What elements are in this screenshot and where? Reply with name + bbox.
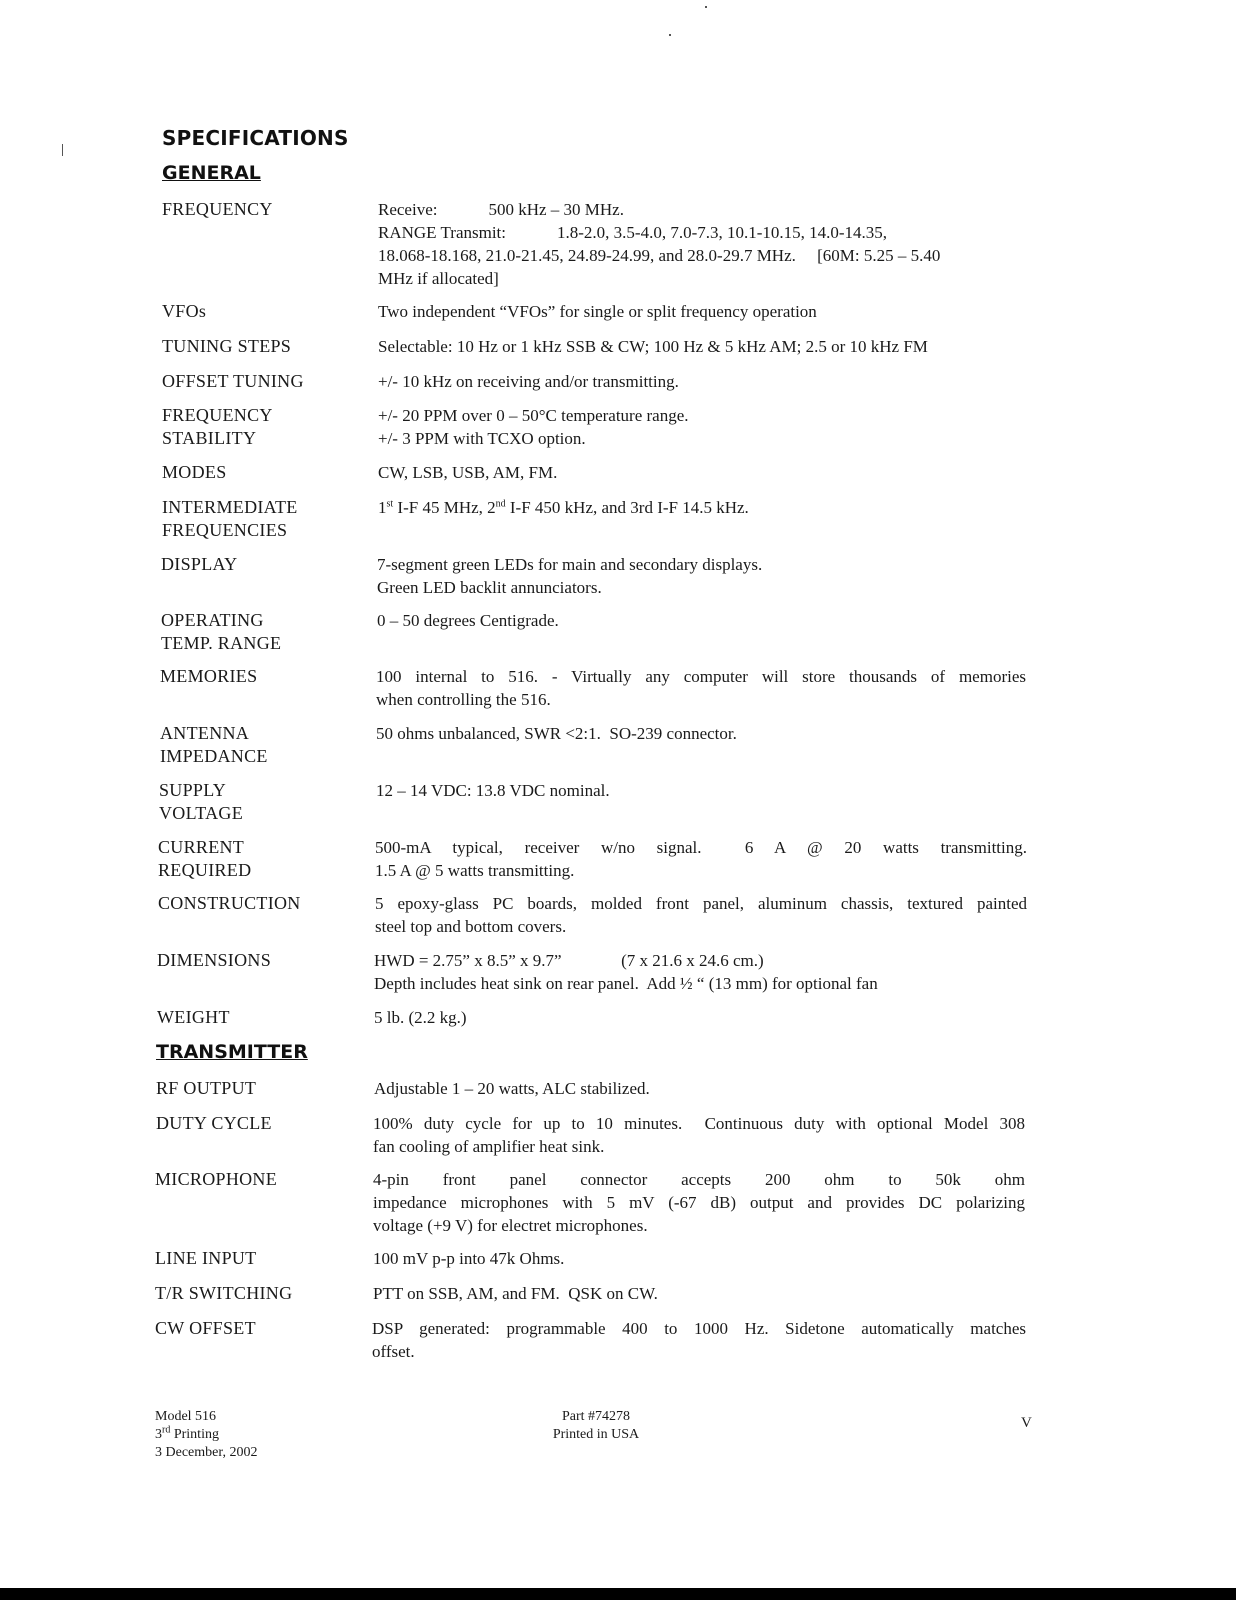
footer-printed: Printed in USA [552,1427,640,1442]
spec-label: MODES [162,462,227,482]
scan-mark [669,34,671,36]
section-heading-general: GENERAL [162,162,261,184]
spec-value-modes: CW, LSB, USB, AM, FM. [378,463,558,482]
page-title: SPECIFICATIONS [162,126,349,150]
spec-label: CW OFFSET [155,1318,256,1338]
spec-value-intermediate-frequencies: 1st I-F 45 MHz, 2nd I-F 450 kHz, and 3rd I-F 14.5 kHz. [378,498,749,517]
spec-label: CONSTRUCTION [158,893,301,913]
spec-value-construction: 5 epoxy-glass PC boards, molded front panel, aluminum chassis, textured painted steel top and bottom covers. [375,894,1027,936]
spec-label: DISPLAY [161,554,238,574]
spec-label: TUNING STEPS [162,336,292,356]
spec-label: OFFSET TUNING [162,371,304,391]
footer-part: Part #74278 [561,1409,631,1424]
spec-label: T/R SWITCHING [155,1283,293,1303]
scan-mark [62,144,63,156]
scan-border [0,1588,1236,1600]
spec-value-frequency-stability: +/- 20 PPM over 0 – 50°C temperature range. +/- 3 PPM with TCXO option. [378,406,689,448]
spec-value-rf-output: Adjustable 1 – 20 watts, ALC stabilized. [374,1079,650,1098]
spec-label: OPERATING TEMP. RANGE [161,610,282,653]
spec-value-supply-voltage: 12 – 14 VDC: 13.8 VDC nominal. [376,781,610,800]
spec-label: INTERMEDIATE FREQUENCIES [162,497,298,540]
spec-label: FREQUENCY [162,199,273,219]
footer-model: Model 516 [155,1409,217,1424]
spec-label: VFOs [162,301,207,321]
spec-label: WEIGHT [157,1007,230,1027]
footer-printing: 3rd Printing [155,1424,219,1442]
footer-center [546,1408,646,1444]
section-heading-transmitter: TRANSMITTER [156,1041,308,1063]
spec-label: MICROPHONE [155,1169,278,1189]
spec-label: SUPPLY VOLTAGE [159,780,243,823]
spec-value-operating-temp: 0 – 50 degrees Centigrade. [377,611,559,630]
spec-value-display: 7-segment green LEDs for main and secondary displays. Green LED backlit annunciators. [377,555,763,597]
spec-label: ANTENNA IMPEDANCE [160,723,268,766]
footer-date: 3 December, 2002 [155,1445,258,1460]
spec-value-frequency: Receive: 500 kHz – 30 MHz. RANGE Transmit: 1.8-2.0, 3.5-4.0, 7.0-7.3, 10.1-10.15, 14.0-14.35, 18.068-18.168, 21.0-21.45, 24.89-24.99, and 28.0-29.7 MHz. [60M: 5.25 – 5.40 MHz if allocated] [378,200,941,288]
spec-label: FREQUENCY STABILITY [162,405,273,448]
spec-value-tuning-steps: Selectable: 10 Hz or 1 kHz SSB & CW; 100 Hz & 5 kHz AM; 2.5 or 10 kHz FM [378,337,928,356]
spec-label: DUTY CYCLE [156,1113,272,1133]
spec-label: LINE INPUT [155,1248,257,1268]
spec-label: RF OUTPUT [156,1078,257,1098]
spec-value-weight: 5 lb. (2.2 kg.) [374,1008,467,1027]
spec-label: DIMENSIONS [157,950,272,970]
spec-value-microphone: 4-pin front panel connector accepts 200 ohm to 50k ohm impedance microphones with 5 mV (-67 dB) output and provides DC polarizing voltage (+9 V) for electret microphones. [373,1170,1025,1235]
spec-label: MEMORIES [160,666,258,686]
spec-value-dimensions: HWD = 2.75” x 8.5” x 9.7” (7 x 21.6 x 24.6 cm.) Depth includes heat sink on rear panel. Add ½ “ (13 mm) for optional fan [374,951,878,993]
spec-value-antenna-impedance: 50 ohms unbalanced, SWR <2:1. SO-239 connector. [376,724,737,743]
footer-left [155,1408,257,1462]
spec-value-cw-offset: DSP generated: programmable 400 to 1000 Hz. Sidetone automatically matches offset. [372,1319,1026,1361]
spec-value-vfos: Two independent “VFOs” for single or split frequency operation [378,302,817,321]
spec-value-offset-tuning: +/- 10 kHz on receiving and/or transmitting. [378,372,679,391]
spec-value-current-required: 500-mA typical, receiver w/no signal. 6 A @ 20 watts transmitting. 1.5 A @ 5 watts transmitting. [375,838,1027,880]
spec-value-memories: 100 internal to 516. - Virtually any computer will store thousands of memories when controlling the 516. [376,667,1026,709]
spec-label: CURRENT REQUIRED [158,837,252,880]
spec-value-duty-cycle: 100% duty cycle for up to 10 minutes. Continuous duty with optional Model 308 fan cooling of amplifier heat sink. [373,1114,1025,1156]
scan-mark [705,6,707,8]
spec-value-tr-switching: PTT on SSB, AM, and FM. QSK on CW. [373,1284,658,1303]
spec-value-line-input: 100 mV p-p into 47k Ohms. [373,1249,565,1268]
page-number: V [1021,1415,1032,1431]
